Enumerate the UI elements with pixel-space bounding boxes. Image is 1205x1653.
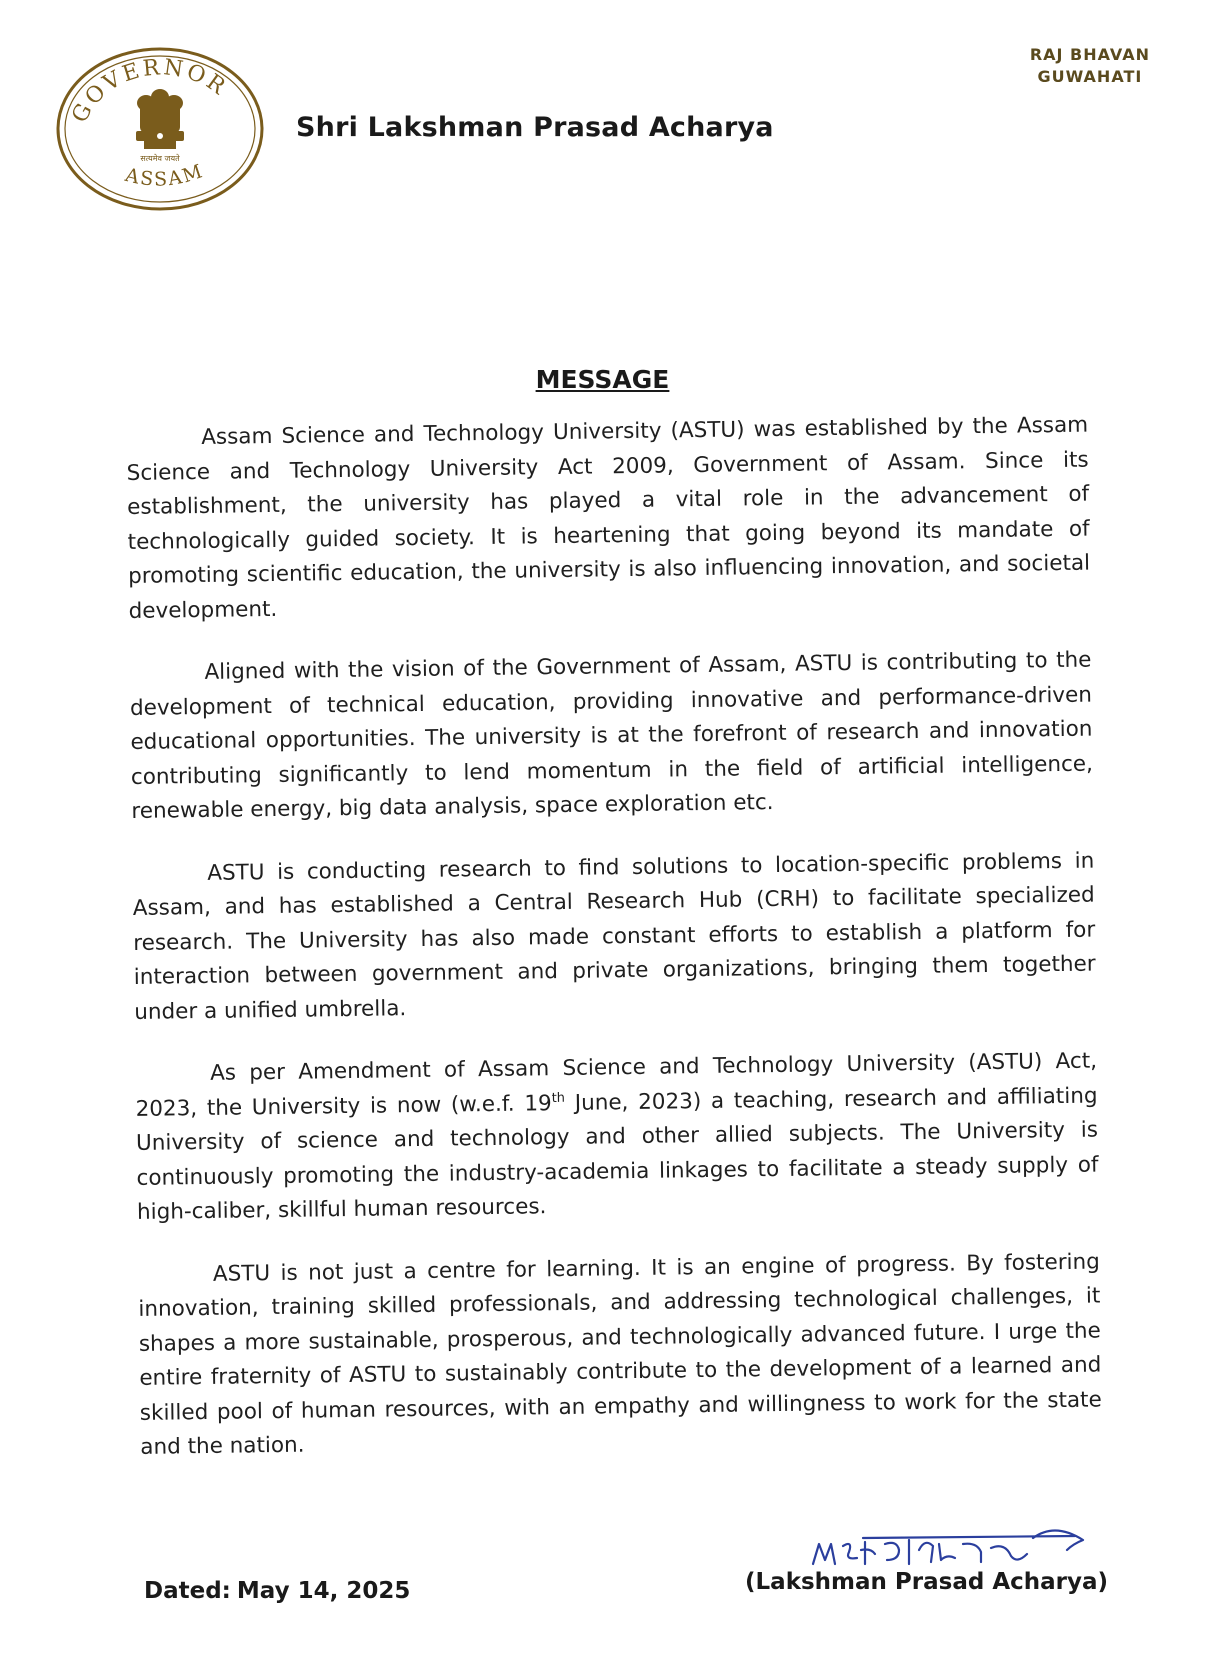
handwritten-signature xyxy=(805,1514,1095,1574)
paragraph-4 xyxy=(135,1045,1099,1231)
office-address xyxy=(1030,44,1150,88)
governor-seal xyxy=(54,45,266,213)
svg-text:GOVERNOR: GOVERNOR xyxy=(67,55,232,127)
message-body xyxy=(126,409,1103,1494)
signatory-name: (Lakshman Prasad Acharya) xyxy=(745,1569,1109,1595)
paragraph-4-superscript: th xyxy=(551,1090,566,1106)
office-line-1: RAJ BHAVAN xyxy=(1029,45,1150,64)
paragraph-4-part-2: June, 2023) a teaching, research and affiliating University of science and technology and other allied subjects. The University is continuously promoting the industry-academia linkages to facilitate a steady supply of high-caliber, skillful human resources. xyxy=(135,1083,1099,1225)
paragraph-4-part-1: As per Amendment of Assam Science and Technology University (ASTU) Act, 2023, the University is now (w.e.f. 19 xyxy=(135,1048,1098,1122)
dated-label: Dated: xyxy=(144,1578,231,1604)
governor-name: Shri Lakshman Prasad Acharya xyxy=(296,112,774,143)
paragraph-3: ASTU is conducting research to find solutions to location-specific problems in Assam, and has established a Central Research Hub (CRH) to facilitate specialized research. The University has also made constant efforts to establish a platform for interaction between government and private organizations, bringing them together under a unified umbrella. xyxy=(132,848,1096,1025)
paragraph-2: Aligned with the vision of the Government of Assam, ASTU is contributing to the development of technical education, providing innovative and performance-driven educational opportunities. The university is at the forefront of research and innovation contributing significantly to lend momentum in the field of artificial intelligence, renewable energy, big data analysis, space exploration etc. xyxy=(129,647,1094,824)
date-value: May 14, 2025 xyxy=(236,1578,411,1604)
paragraph-1: Assam Science and Technology University (ASTU) was established by the Assam Science and Technology University Act 2009, Government of Assam. Since its establishment, the university has played a vital role in the advancement of technologically guided society. It is heartening that going beyond its mandate of promoting scientific education, the university is also influencing innovation, and societal development. xyxy=(126,412,1091,624)
message-title: MESSAGE xyxy=(535,365,670,394)
svg-text:सत्यमेव जयते: सत्यमेव जयते xyxy=(140,154,180,163)
svg-text:ASSAM: ASSAM xyxy=(123,159,207,191)
date-line xyxy=(144,1578,416,1604)
governor-seal-emblem-icon xyxy=(54,45,266,213)
paragraph-5: ASTU is not just a centre for learning. It is an engine of progress. By fostering innovation, training skilled professionals, and addressing technological challenges, it shapes a more sustainable, prosperous, and technologically advanced future. I urge the entire fraternity of ASTU to sustainably contribute to the development of a learned and skilled pool of human resources, with an empathy and willingness to work for the state and the nation. xyxy=(138,1248,1102,1460)
signature-scribble-icon xyxy=(805,1514,1095,1574)
office-line-2: GUWAHATI xyxy=(1037,67,1143,86)
